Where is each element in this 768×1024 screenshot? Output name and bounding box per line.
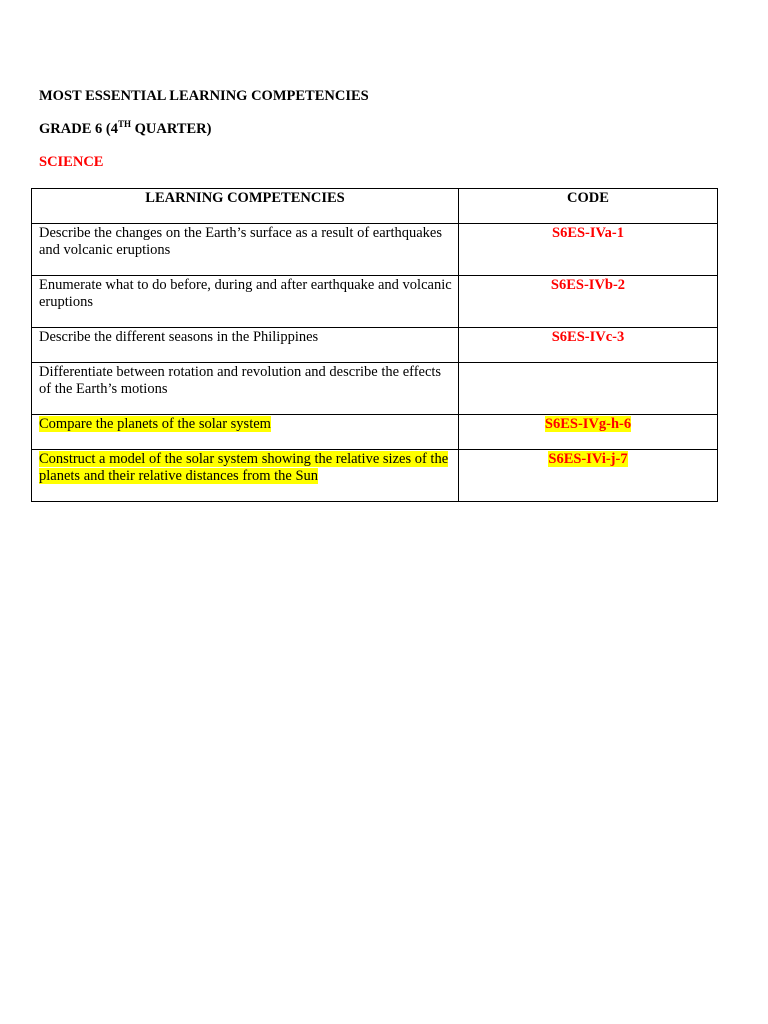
competency-cell xyxy=(32,328,459,363)
table-row xyxy=(32,276,718,328)
code-cell: S6ES-IVc-3 xyxy=(459,328,718,363)
competency-text: Describe the different seasons in the Philippines xyxy=(39,329,319,345)
grade-quarter-heading xyxy=(39,120,211,138)
competency-text: Describe the changes on the Earth’s surface as a result of earthquakes and volcanic eruptions xyxy=(39,225,443,258)
table-row xyxy=(32,328,718,363)
grade-suffix: QUARTER) xyxy=(130,121,212,137)
code-cell xyxy=(459,415,718,450)
column-header-competencies: LEARNING COMPETENCIES xyxy=(32,189,459,224)
competency-cell xyxy=(32,363,459,415)
table-row xyxy=(32,224,718,276)
competency-text: Enumerate what to do before, during and after earthquake and volcanic eruptions xyxy=(39,277,452,310)
code-cell xyxy=(459,450,718,502)
competency-cell xyxy=(32,276,459,328)
table-row xyxy=(32,363,718,415)
column-header-code: CODE xyxy=(459,189,718,224)
table-row xyxy=(32,450,718,502)
code-cell: S6ES-IVa-1 xyxy=(459,224,718,276)
competencies-table xyxy=(31,188,718,502)
subject-heading: SCIENCE xyxy=(39,154,104,170)
code-cell: S6ES-IVb-2 xyxy=(459,276,718,328)
competency-cell xyxy=(32,450,459,502)
competency-text-highlighted: Compare the planets of the solar system xyxy=(39,416,271,432)
code-text-highlighted: S6ES-IVi-j-7 xyxy=(548,451,628,467)
table-header-row xyxy=(32,189,718,224)
document-title: MOST ESSENTIAL LEARNING COMPETENCIES xyxy=(39,88,369,104)
grade-prefix: GRADE 6 (4 xyxy=(39,121,118,137)
code-cell xyxy=(459,363,718,415)
competency-cell xyxy=(32,415,459,450)
competency-text: Differentiate between rotation and revolution and describe the effects of the Earth’s motions xyxy=(39,364,442,397)
competency-cell xyxy=(32,224,459,276)
table-row xyxy=(32,415,718,450)
code-text-highlighted: S6ES-IVg-h-6 xyxy=(544,416,632,432)
competency-text-highlighted: Construct a model of the solar system showing the relative sizes of the planets and their relative distances from the Sun xyxy=(39,451,449,484)
grade-superscript: TH xyxy=(117,119,131,129)
